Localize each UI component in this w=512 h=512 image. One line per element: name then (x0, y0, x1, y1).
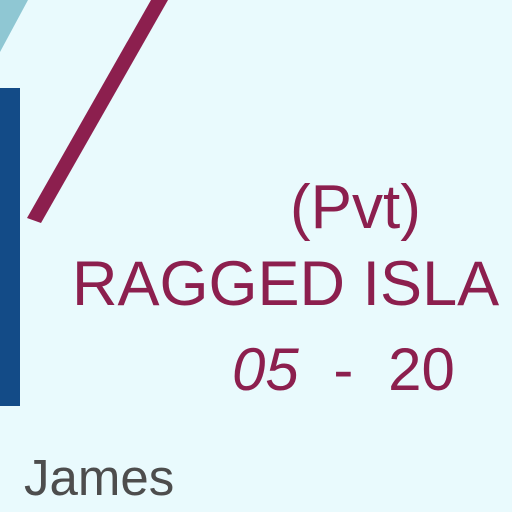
boundary-bar (0, 88, 20, 406)
airport-designation: (Pvt) (290, 173, 421, 242)
route-line (27, 0, 168, 223)
runway-end-b: 20 (388, 336, 455, 403)
water-area (0, 0, 28, 52)
airport-name: RAGGED ISLA (72, 249, 500, 319)
runway-designators (232, 336, 455, 403)
runway-separator: - (333, 336, 354, 403)
runway-end-a: 05 (232, 336, 299, 403)
place-label: James (24, 449, 175, 506)
